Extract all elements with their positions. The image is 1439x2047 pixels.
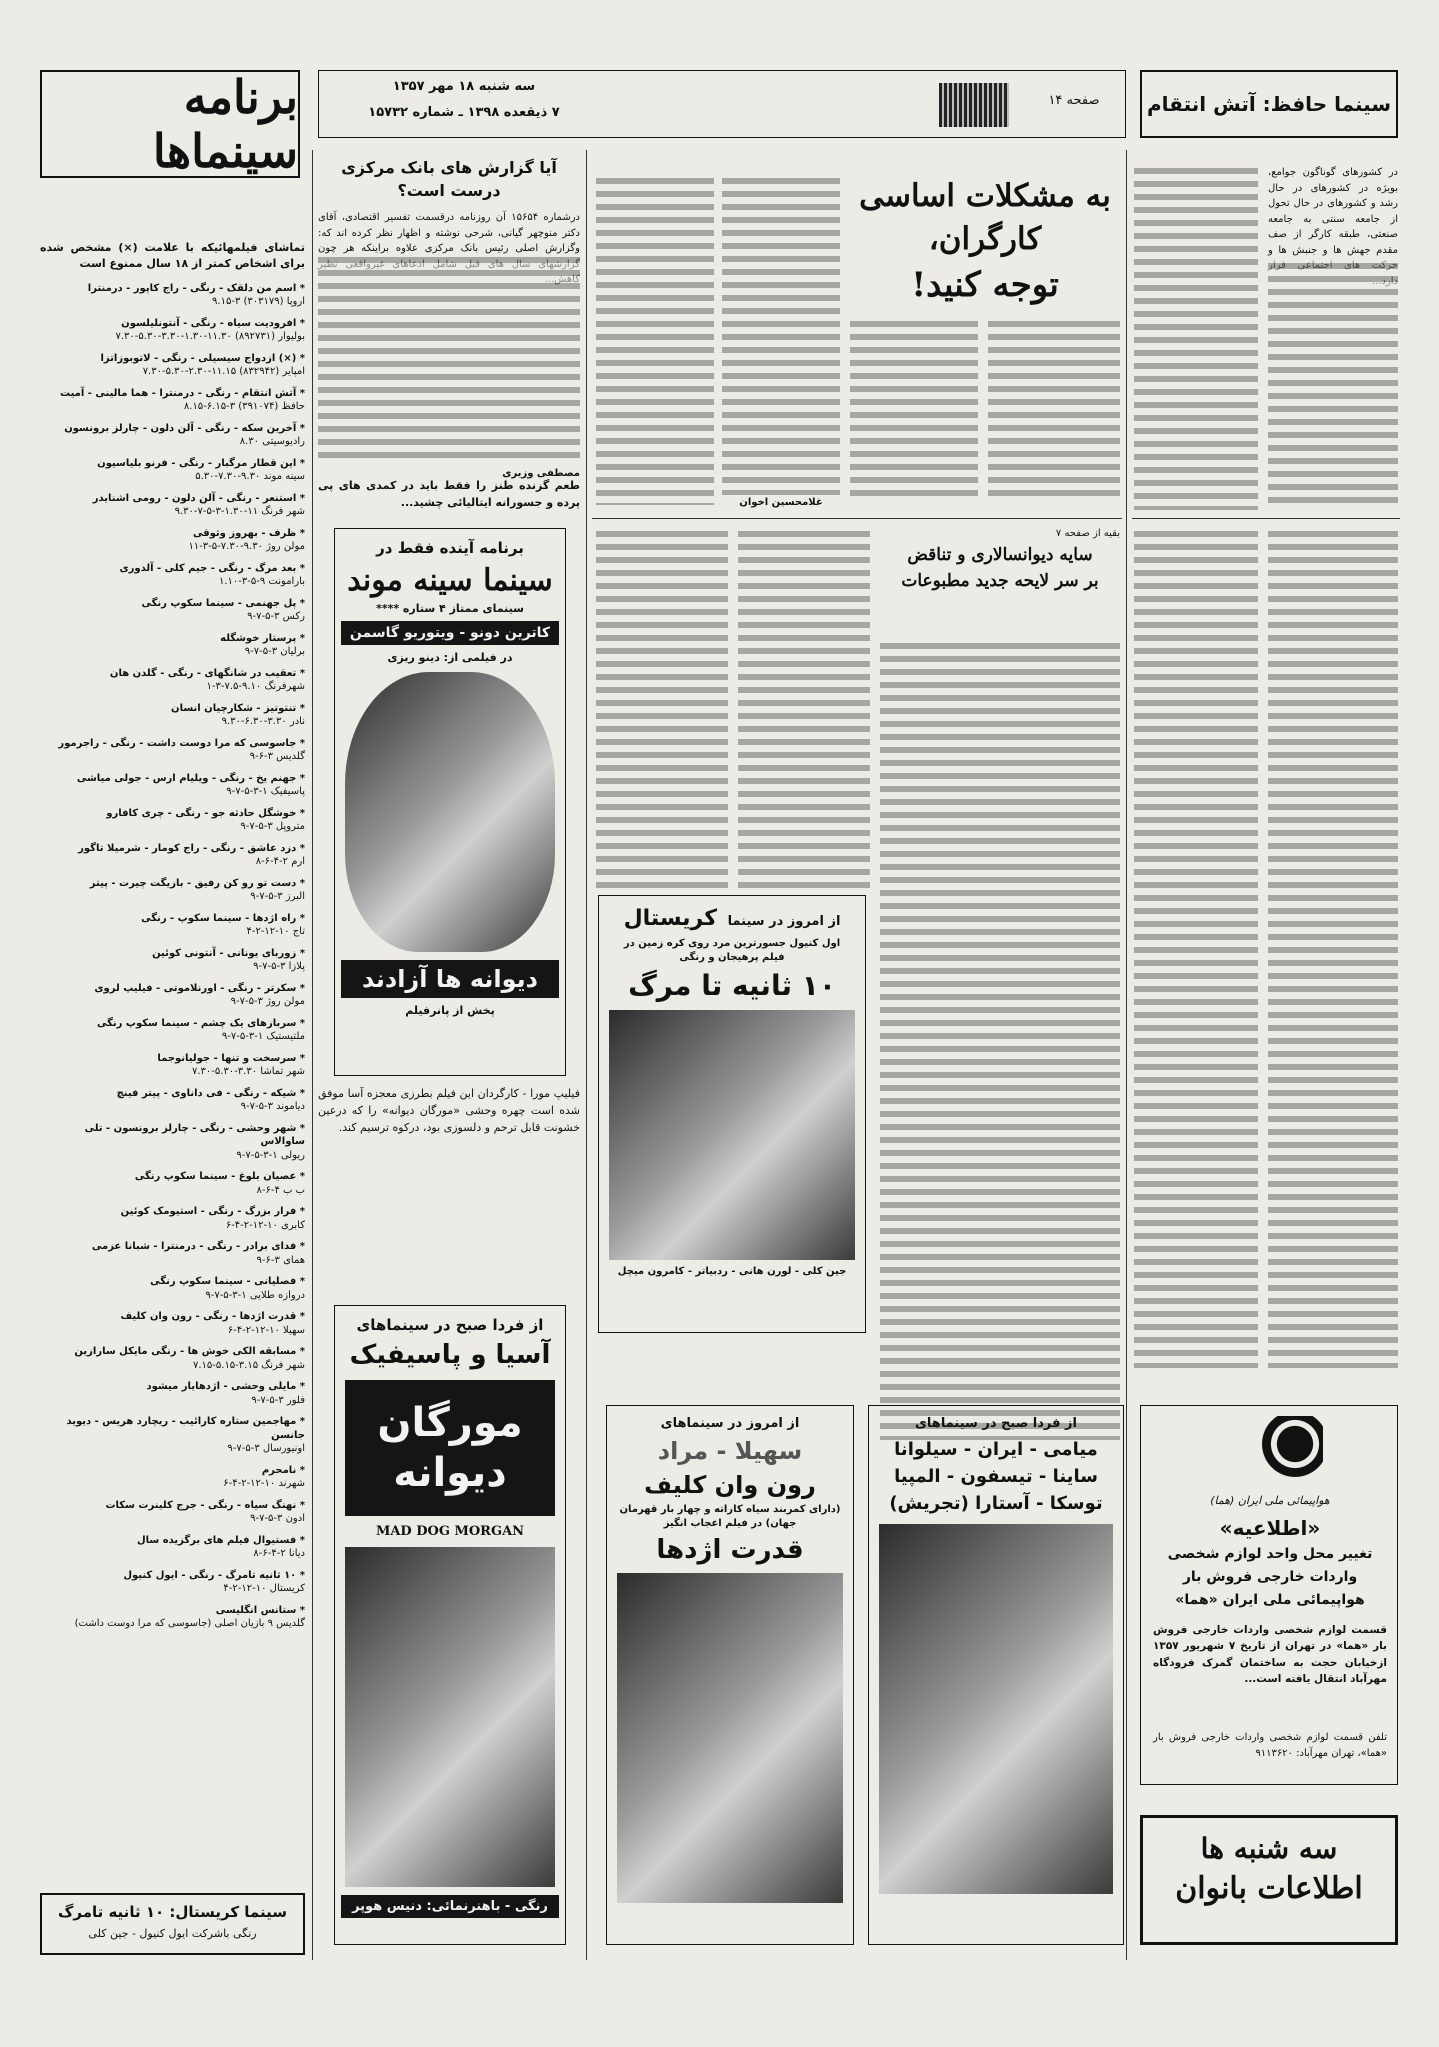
cinema-schedule: برلیان ۳-۵-۷-۹ [244,646,305,658]
homa-body: قسمت لوازم شخصی واردات خارجی فروش بار «هما» در تهران از تاریخ ۷ شهریور ۱۳۵۷ ازخیابان حجت به ساختمان گمرک فرودگاه مهرآباد انتقال یافته است... [1153,1624,1387,1685]
cinema-list-item [40,1052,305,1079]
cinema-film-title: * ظرف - بهروز وثوقی [192,527,305,539]
cinema-list-item [40,947,305,974]
cinema-film-title: * فستیوال فیلم های برگزیده سال [136,1534,305,1546]
cinema-list-item [40,667,305,694]
bottom-list-title: سینما کریستال: ۱۰ ثانیه تامرگ [58,1903,287,1921]
cinema-schedule: شهر فرنگ ۱۱-۱.۳۰-۳-۵-۷-۹.۳۰ [174,506,305,518]
cinema-list-item [40,877,305,904]
cinema-schedule: رکس ۳-۵-۷-۹ [247,611,305,623]
cinema-schedule: پاسیفیک ۱-۳-۵-۷-۹ [226,786,305,798]
cinema-schedule: دروازه طلایی ۱-۳-۵-۷-۹ [205,1289,305,1301]
top-box-title: سینما حافظ: آتش انتقام [1147,92,1391,116]
box-women-line-1: سه شنبه ها [1200,1832,1338,1865]
right-article-col-c [1134,528,1258,1368]
cinema-schedule: متروپل ۳-۵-۷-۹ [240,821,305,833]
cinema-schedule: ادون ۳-۵-۷-۹ [250,1513,305,1525]
cinema-list-item [40,1275,305,1302]
cinema-schedule: سینه موند ۹.۳۰-۷.۳۰-۵.۳۰ [195,471,305,483]
cinema-list-item [40,982,305,1009]
article-col-d [988,318,1120,503]
cinema-film-title: * دست تو رو کن رفیق - بازیگت چیرت - پیتر [89,877,305,889]
article-col-c [850,318,978,503]
ad-crystal-top-text: از امروز در سینما [727,914,841,929]
cinema-list [40,282,305,1631]
cinema-list-item [40,492,305,519]
cinema-schedule: گلدیس ۳-۶-۹ [249,751,305,763]
section-rule [592,518,1122,519]
ad-asia-cinema: آسیا و پاسیفیک [349,1340,551,1370]
homa-h2: واردات خارجی فروش بار [1182,1569,1358,1585]
right-article-col-b [1134,165,1258,510]
cinema-list-item [40,737,305,764]
cinema-film-title: * (×) ازدواج سیسیلی - رنگی - لاتوبوزاتزا [100,352,305,364]
cinema-film-title: * آخرین سکه - رنگی - آلن دلون - چارلز برونسون [64,422,305,434]
cinema-film-title: * شیکه - رنگی - فی داناوی - پیتر فینچ [116,1087,305,1099]
ad-soheila-star: رون وان کلیف [644,1471,816,1499]
ad-homa [1140,1405,1398,1785]
cinema-film-title: * تعقیب در شانگهای - رنگی - گلدن هان [109,667,305,679]
right-article-col-a [1268,260,1398,510]
cinema-schedule: دیانا ۲-۴-۶-۸ [253,1548,305,1560]
cinema-list-item [40,457,305,484]
cinema-film-title: * عصیان بلوغ - سینما سکوپ رنگی [134,1171,305,1183]
cinema-schedule: ریولی ۱-۳-۵-۷-۹ [236,1149,305,1161]
homa-title: «اطلاعیه» [1219,1516,1321,1540]
cinema-film-title: * جهنم یخ - رنگی - ویلیام ارس - جولی میاشی [76,772,305,784]
ad-soheila-title: قدرت اژدها [656,1535,804,1565]
ad-mond-face-image [345,672,555,952]
cinema-film-title: * اسم من دلقک - رنگی - راج کاپور - درمنترا [87,282,305,294]
cinema-list-item [40,527,305,554]
ad-soheila-top: از امروز در سینماهای [660,1416,800,1431]
ad-crystal-cinema: کریستال [623,906,718,931]
cinema-film-title: * این قطار مرگبار - رنگی - فرنو بلیاسیون [97,457,305,469]
ad-multi-line-3: توسکا - آستارا (تجریش) [889,1493,1103,1514]
cinema-list-item [40,352,305,379]
press-title-2: بر سر لایحه جدید مطبوعات [901,571,1099,591]
right-article-col-d [1268,528,1398,1368]
cinema-list-item [40,1569,305,1596]
headline-line-2: توجه کنید! [911,264,1059,305]
cinema-film-title: * جاسوسی که مرا دوست داشت - رنگی - راجرمور [58,737,305,749]
page-label: صفحه ۱۴ [1048,93,1100,108]
cinema-schedule: اونیورسال ۳-۵-۷-۹ [227,1443,305,1455]
section-title-box [40,70,300,178]
ad-multi-image [879,1524,1113,1894]
cinema-list-item [40,1310,305,1337]
cinema-list-item [40,702,305,729]
homa-h1: تغییر محل واحد لوازم شخصی [1167,1546,1373,1562]
ad-soheila-image [617,1573,843,1903]
cinema-film-title: * فدای برادر - رنگی - درمنترا - شبانا عزمی [91,1241,305,1253]
date-line-2: ۷ ذیقعده ۱۳۹۸ ـ شماره ۱۵۷۳۲ [368,105,560,120]
ad-crystal [598,895,866,1333]
cinema-schedule: رادیوسیتی ۸.۳۰ [239,436,305,448]
headline-author: غلامحسین اخوان [739,497,823,508]
cinema-list-item [40,807,305,834]
cinema-film-title: * نامحرم [261,1464,305,1476]
ad-crystal-top [599,906,865,931]
section-rule [1132,518,1400,519]
top-box [1140,70,1398,138]
cinema-film-title: * ۱۰ ثانیه تامرگ - رنگی - ایول کنیول [123,1569,305,1581]
cinema-list-item [40,1122,305,1163]
cinema-schedule: کابری ۱۰-۱۲-۲-۴-۶ [225,1219,305,1231]
cinema-list-item [40,1205,305,1232]
cinema-schedule: پلازا ۳-۵-۷-۹ [253,961,305,973]
cinema-schedule: شهرفرنگ ۹.۱۰-۷.۵-۳-۱ [206,681,305,693]
press-pre: بقیه از صفحه ۷ [1055,528,1120,539]
cinema-schedule: شهرند ۱۰-۱۲-۲-۴-۶ [223,1478,305,1490]
cinema-schedule: شهر تماشا ۳.۳۰-۵.۳۰-۷.۳۰ [191,1066,305,1078]
cinema-list-item [40,1345,305,1372]
cinema-schedule: همای ۳-۶-۹ [256,1254,305,1266]
bottom-list-sub: رنگی باشرکت ایول کنیول - جین کلی [88,1927,257,1940]
cinema-film-title: * شهر وحشی - رنگی - چارلز برونسون - تلی ساوالاس [84,1122,305,1148]
ad-multi-cinema [868,1405,1124,1945]
cinema-film-title: * نهنگ سیاه - رنگی - جرج کلینرت سکات [105,1499,305,1511]
main-headline [850,175,1120,309]
cinema-schedule: کریستال ۱۰-۱۲-۲-۴ [223,1583,305,1595]
ad-multi-line-1: میامی - ایران - سیلوانا [894,1439,1098,1460]
cinema-list-item [40,1380,305,1407]
cinema-schedule: البرز ۳-۵-۷-۹ [250,891,305,903]
cinema-film-title: * دزد عاشق - رنگی - راج کومار - شرمیلا تاگور [78,842,305,854]
cinema-schedule: نادر ۳.۳۰-۶.۳۰-۹.۳۰ [221,716,305,728]
homa-logo [1253,1416,1323,1486]
ad-crystal-tagline: اول کنیول جسورترین مرد روی کره زمین در فیلم پرهیجان و رنگی [623,938,841,963]
ad-multi-line-2: ساینا - تیسفون - المپیا [894,1466,1098,1487]
homa-h3: هواپیمائی ملی ایران «هما» [1175,1592,1365,1608]
cinema-list-item [40,1017,305,1044]
article-col-b [722,175,840,495]
cinema-film-title: * زوربای یونانی - آنتونی کوئین [152,947,305,959]
column-rule [312,150,313,1960]
cinema-schedule: بولیوار (۸۹۲۷۳۱) ۱۱.۳۰-۱.۳۰-۳.۳۰-۵.۳۰-۷.۳۰ [115,331,305,343]
cinema-schedule: اروپا (۳۰۳۱۷۹) ۳-۹.۱۵ [212,296,305,308]
cinema-list-item [40,1087,305,1114]
cinema-list-item [40,1464,305,1491]
cinema-film-title: * فرار بزرگ - رنگی - استیومک کوئین [120,1206,305,1218]
cinema-list-item [40,1534,305,1561]
cinema-film-title: * سرسخت و تنها - جولیانوجما [157,1052,305,1064]
press-title-1: سایه دیوانسالاری و تناقض [907,545,1093,565]
cinema-schedule: دیاموند ۳-۵-۷-۹ [240,1101,305,1113]
cinema-film-title: * ستانس انگلیسی [215,1604,305,1616]
ad-multi-top: از فردا صبح در سینماهای [915,1416,1077,1431]
press-article [880,528,1120,628]
cinema-list-item [40,842,305,869]
cinema-list-item [40,632,305,659]
ad-crystal-image [609,1010,855,1260]
ad-asia-bottom: رنگی - باهنرنمائی: دنیس هوپر [341,1895,559,1918]
cinema-list-item [40,1415,305,1456]
ad-asia-pacific [334,1305,566,1945]
cinema-schedule: شهر فرنگ ۳.۱۵-۵.۱۵-۷.۱۵ [192,1359,305,1371]
list-intro: تماشای فیلمهائیکه با علامت (×) مشخص شده برای اشخاص کمتر از ۱۸ سال ممنوع است [40,241,305,270]
ad-cinema-mond [334,528,566,1076]
ad-mond-stars: کاترین دونو - ویتوریو گاسمن [341,621,559,645]
bank-article-title: آیا گزارش های بانک مرکزی درست است؟ [341,158,557,201]
cinema-film-title: * قدرت اژدها - رنگی - رون وان کلیف [120,1311,305,1323]
masthead-logo [939,83,1009,127]
press-col-a [596,528,728,888]
cinema-list-item [40,912,305,939]
bank-article-lead: درشماره ۱۵۶۵۴ آن روزنامه درقسمت تفسیر اقتصادی، آقای دکتر منوچهر گیانی، شرحی نوشته و اظهار نظر کرده اند که: وگزارش اصلی رئیس بانک مرکزی علاوه براینکه هر چون [318,212,580,255]
cinema-list-item [40,1170,305,1197]
cinema-list-item [40,1604,305,1631]
bank-article [318,150,580,480]
ad-mond-director: در فیلمی از: دینو ریزی [387,651,513,664]
cinema-schedule: فلور ۳-۵-۷-۹ [251,1394,305,1406]
cinema-schedule: سهیلا ۱۰-۱۲-۲-۴-۶ [227,1324,305,1336]
cinema-film-title: * تنتوتیز - شکارچیان انسان [171,702,305,714]
cinema-list-item [40,1499,305,1526]
cinema-schedule: حافظ (۳۹۱۰۷۴) ۳-۶.۱۵-۸.۱۵ [183,401,305,413]
cinema-film-title: * افرودیت سیاه - رنگی - آنتونلیلسون [121,317,305,329]
cinema-film-title: * مسابقه الکی خوش ها - رنگی مایکل سارازین [74,1346,305,1358]
cinema-schedule: تاج ۱۰-۱۲-۲-۴ [246,926,305,938]
cinema-film-title: * بعد مرگ - رنگی - جیم کلی - آلدوری [119,562,305,574]
ad-mond-top: برنامه آینده فقط در [376,539,524,557]
press-col-c [880,640,1120,1440]
ad-soheila-morad [606,1405,854,1945]
cinema-film-title: * راه اژدها - سینما سکوپ - رنگی [141,912,305,924]
column-rule [586,150,587,1960]
cinema-film-title: * استنعر - رنگی - آلن دلون - رومی اشنایدر [92,492,305,504]
bottom-list-box [40,1893,305,1955]
ad-crystal-title: ۱۰ ثانیه تا مرگ [628,969,836,1002]
press-col-b [738,528,870,888]
cinema-film-title: * فصلیانی - سینما سکوپ رنگی [150,1276,305,1288]
headline-line-1: به مشکلات اساسی کارگران، [859,178,1111,258]
ad-asia-en: MAD DOG MORGAN [375,1524,525,1539]
section-title: برنامه سینماها [152,70,298,178]
cinema-film-title: * مایلی وحشی - اژدهایار میشود [146,1381,305,1393]
cinema-film-title: * مهاجمین ستاره کارائیب - ریچارد هریس - دیوید جانسن [66,1416,305,1441]
ad-asia-title: مورگان دیوانه [345,1380,555,1516]
cinema-film-title: * سکرتر - رنگی - اورنلاموتی - فیلیپ لروی [94,982,305,994]
box-women [1140,1815,1398,1945]
ad-soheila-cinemas: سهیلا - مراد [657,1437,803,1465]
cinema-list-item [40,597,305,624]
homa-phone: تلفن قسمت لوازم شخصی واردات خارجی فروش بار «هما»، تهران مهرآباد: ۹۱۱۳۶۲۰ [1153,1732,1387,1759]
masthead-box [318,70,1126,138]
cinema-schedule: بارامونت ۹-۵-۳-۱.۱۰ [219,576,305,588]
cinema-list-item [40,387,305,414]
cinema-list-item [40,562,305,589]
bank-article-author: مصطفی وزیری [502,468,580,480]
side-note: طعم گزنده طنز را فقط باید در کمدی های پی پرده و جسورانه ایتالیائی چشید... [318,479,580,509]
article-col-a [596,175,714,505]
cinema-schedule: مولن روژ ۹.۳۰-۷.۳۰-۵-۳-۱۱ [188,541,305,553]
cinema-list-item [40,282,305,309]
ad-mond-cinema: سینما سینه موند [347,563,553,598]
cinema-film-title: * سربازهای یک چشم - سینما سکوپ رنگی [96,1017,305,1029]
date-line-1: سه شنبه ۱۸ مهر ۱۳۵۷ [392,79,536,94]
right-article-intro: در کشورهای گوناگون جوامع، بویژه در کشورهای در حال رشد و کشورهای در حال تحول از جامعه سنتی به جامعه صنعتی، طبقه کارگر از صف مقدم جهش ها و جنبش ها و [1268,167,1398,256]
cinema-schedule: ب ب ۴-۶-۸ [256,1184,305,1196]
cinema-film-title: * پرستار خوشگله [220,632,305,644]
cinema-schedule: ملتیستیک ۱-۳-۵-۷-۹ [221,1031,305,1043]
ad-soheila-desc: (دارای کمربند سیاه کاراته و چهار بار قهرمان جهان) در فیلم اعجاب انگیز [619,1504,841,1529]
cinema-list-item [40,772,305,799]
cinema-schedule: امپایر (۸۳۲۹۴۲) ۱۱.۱۵-۲.۳۰-۵.۳۰-۷.۳۰ [142,366,305,378]
cinema-list-item [40,1240,305,1267]
cinema-schedule: ارم ۲-۴-۶-۸ [255,856,305,868]
column-rule [1126,150,1127,1960]
cinema-list-item [40,317,305,344]
box-women-line-2: اطلاعات بانوان [1175,1871,1363,1906]
cinema-list-column [40,240,305,1880]
ad-mond-rating: سینمای ممتاز ۴ ستاره **** [376,602,524,615]
ad-mond-dist: پخش از پانرفیلم [405,1004,495,1017]
ad-asia-image [345,1547,555,1887]
bank-article-body [318,254,580,464]
cinema-film-title: * آتش انتقام - رنگی - درمنترا - هما مالینی - آمیت [60,387,305,399]
movie-caption: فیلیپ مورا - کارگردان این فیلم بطرزی معجزه آسا موفق شده است چهره وحشی «مورگان دیوانه» را که درعین خشونت قابل ترحم و دلسوزی بود، درکوه ترسیم کند. [318,1087,580,1135]
cinema-film-title: * خوشگل حادثه جو - رنگی - چری کافارو [106,807,305,819]
cinema-film-title: * پل جهنمی - سینما سکوپ رنگی [141,597,305,609]
cinema-schedule: مولن روژ ۳-۵-۷-۹ [230,996,305,1008]
cinema-list-item [40,422,305,449]
homa-brand: هواپیمائی ملی ایران (هما) [1210,1494,1330,1507]
cinema-schedule: گلدیس ۹ بازیان اصلی (جاسوسی که مرا دوست داشت) [74,1618,305,1630]
ad-crystal-credits: جین کلی - لورن هانی - ردبیاتر - کامرون میچل [617,1266,847,1277]
ad-mond-title: دیوانه ها آزادند [341,960,559,998]
ad-asia-top: از فردا صبح در سینماهای [356,1316,544,1334]
